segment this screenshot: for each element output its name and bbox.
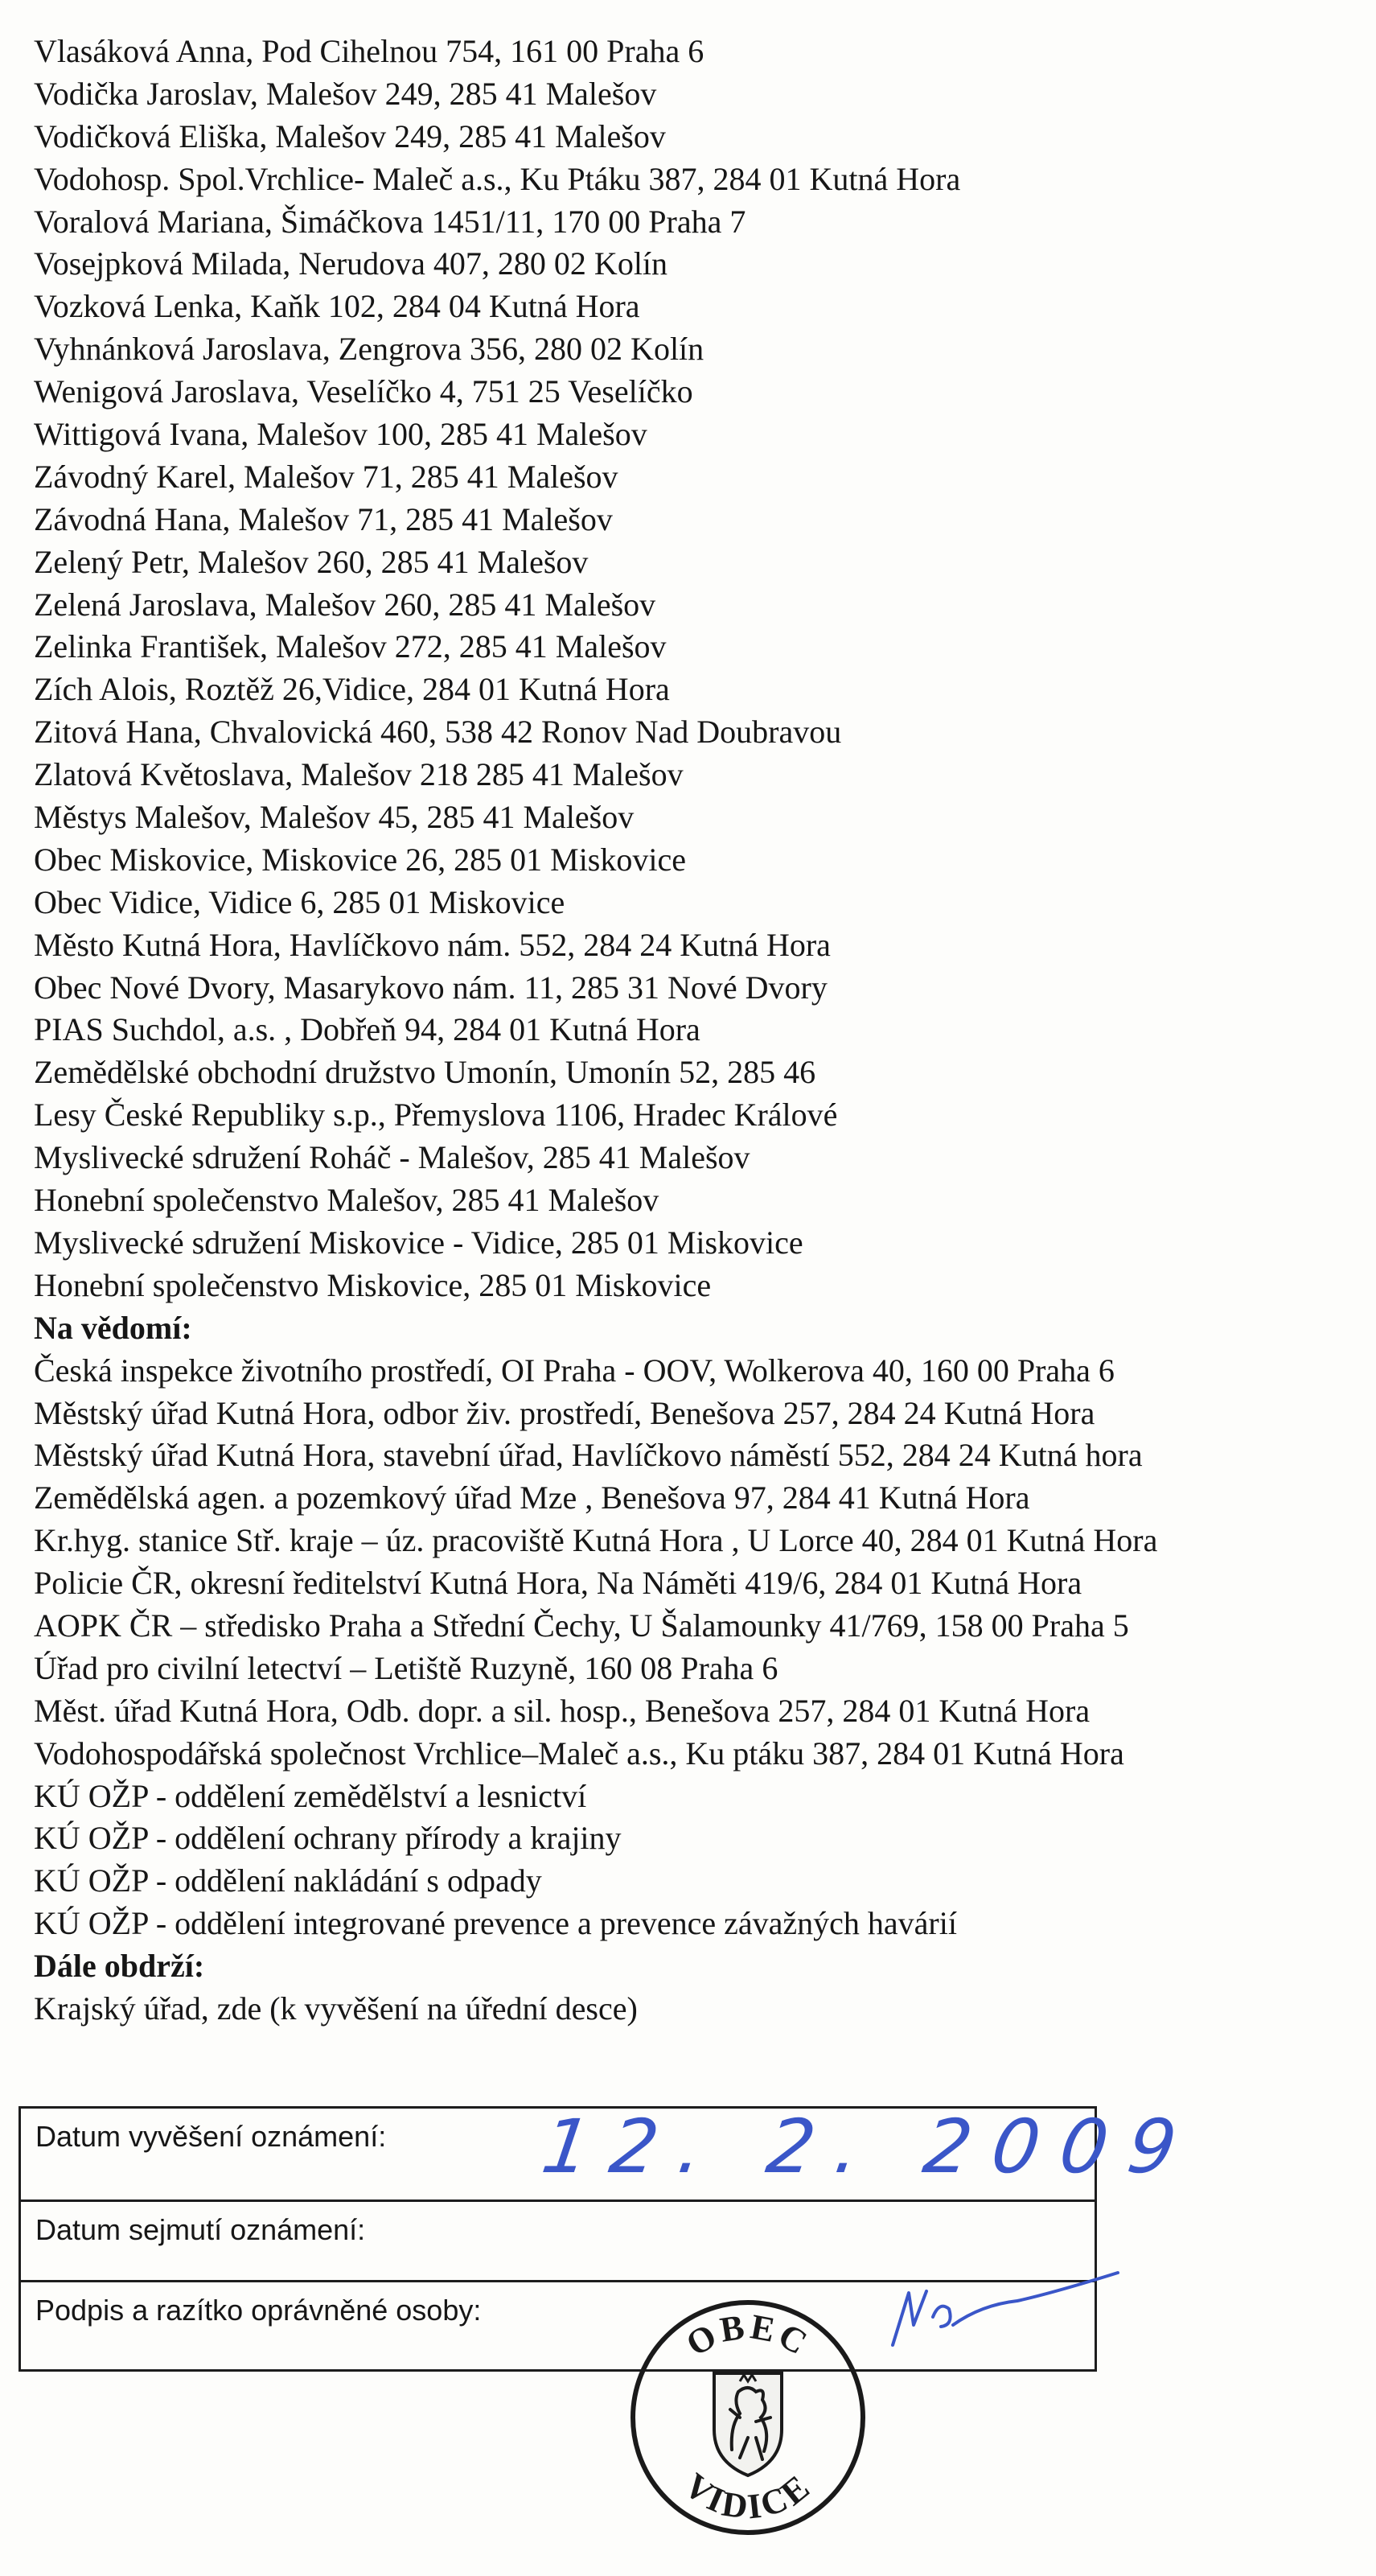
recipient-line: Zitová Hana, Chvalovická 460, 538 42 Ronov Nad Doubravou (34, 714, 842, 751)
na-vedomi-item: Policie ČR, okresní ředitelství Kutná Hora, Na Náměti 419/6, 284 01 Kutná Hora (34, 1565, 1082, 1602)
recipient-line: Zemědělské obchodní družstvo Umonín, Umonín 52, 285 46 (34, 1054, 816, 1091)
recipient-line: Zelinka František, Malešov 272, 285 41 Malešov (34, 628, 667, 665)
na-vedomi-item: Městský úřad Kutná Hora, odbor živ. prostředí, Benešova 257, 284 24 Kutná Hora (34, 1394, 1095, 1431)
recipient-line: Vyhnánková Jaroslava, Zengrova 356, 280 02 Kolín (34, 331, 704, 368)
removed-date-label: Datum sejmutí oznámení: (35, 2213, 366, 2246)
recipient-line: Městys Malešov, Malešov 45, 285 41 Malešov (34, 799, 635, 836)
obec-vidice-stamp (627, 2297, 869, 2538)
signature-label: Podpis a razítko oprávněné osoby: (35, 2294, 482, 2327)
recipient-line: Obec Miskovice, Miskovice 26, 285 01 Miskovice (34, 841, 686, 878)
recipient-line: Vodičková Eliška, Malešov 249, 285 41 Malešov (34, 117, 666, 154)
na-vedomi-item: Měst. úřad Kutná Hora, Odb. dopr. a sil. hosp., Benešova 257, 284 01 Kutná Hora (34, 1692, 1091, 1729)
recipient-line: Vodička Jaroslav, Malešov 249, 285 41 Malešov (34, 75, 657, 112)
recipient-line: Honební společenstvo Miskovice, 285 01 Miskovice (34, 1266, 712, 1303)
na-vedomi-item: Městský úřad Kutná Hora, stavební úřad, Havlíčkovo náměstí 552, 284 24 Kutná hora (34, 1437, 1143, 1474)
recipient-line: Myslivecké sdružení Miskovice - Vidice, 285 01 Miskovice (34, 1224, 803, 1261)
stamp-top-text: OBEC (679, 2306, 817, 2364)
na-vedomi-item: KÚ OŽP - oddělení zemědělství a lesnictví (34, 1777, 587, 1814)
na-vedomi-item: Kr.hyg. stanice Stř. kraje – úz. pracoviště Kutná Hora , U Lorce 40, 284 01 Kutná Hora (34, 1522, 1158, 1559)
handwritten-posted-date: 12. 2. 2009 (536, 2104, 1203, 2190)
dale-obdrzi-heading: Dále obdrží: (34, 1948, 205, 1985)
recipient-line: Myslivecké sdružení Roháč - Malešov, 285 41 Malešov (34, 1139, 750, 1176)
recipient-line: Obec Nové Dvory, Masarykovo nám. 11, 285 31 Nové Dvory (34, 969, 828, 1006)
recipient-line: Zelená Jaroslava, Malešov 260, 285 41 Malešov (34, 586, 656, 623)
recipient-line: Zích Alois, Roztěž 26,Vidice, 284 01 Kutná Hora (34, 671, 670, 708)
na-vedomi-item: Úřad pro civilní letectví – Letiště Ruzyně, 160 08 Praha 6 (34, 1649, 778, 1686)
na-vedomi-item: KÚ OŽP - oddělení ochrany přírody a krajiny (34, 1820, 622, 1857)
recipient-line: Voralová Mariana, Šimáčkova 1451/11, 170 00 Praha 7 (34, 203, 746, 240)
recipient-line: Vlasáková Anna, Pod Cihelnou 754, 161 00 Praha 6 (34, 33, 704, 69)
na-vedomi-item: KÚ OŽP - oddělení integrované prevence a prevence závažných havárií (34, 1905, 957, 1942)
na-vedomi-heading: Na vědomí: (34, 1309, 192, 1346)
stamp-bottom-text: VIDICE (676, 2465, 819, 2528)
recipient-line: Město Kutná Hora, Havlíčkovo nám. 552, 284 24 Kutná Hora (34, 926, 831, 963)
posted-date-label: Datum vyvěšení oznámení: (35, 2120, 387, 2153)
coat-of-arms-icon (714, 2373, 782, 2475)
recipient-line: Vosejpková Milada, Nerudova 407, 280 02 Kolín (34, 245, 668, 282)
na-vedomi-item: Zemědělská agen. a pozemkový úřad Mze , Benešova 97, 284 41 Kutná Hora (34, 1479, 1030, 1516)
na-vedomi-item: AOPK ČR – středisko Praha a Střední Čechy, U Šalamounky 41/769, 158 00 Praha 5 (34, 1607, 1129, 1644)
recipient-line: Wittigová Ivana, Malešov 100, 285 41 Malešov (34, 416, 647, 453)
dale-obdrzi-item: Krajský úřad, zde (k vyvěšení na úřední desce) (34, 1990, 638, 2027)
na-vedomi-item: Česká inspekce životního prostředí, OI Praha - OOV, Wolkerova 40, 160 00 Praha 6 (34, 1352, 1115, 1389)
recipient-line: PIAS Suchdol, a.s. , Dobřeň 94, 284 01 Kutná Hora (34, 1011, 700, 1048)
na-vedomi-item: Vodohospodářská společnost Vrchlice–Maleč a.s., Ku ptáku 387, 284 01 Kutná Hora (34, 1734, 1124, 1772)
recipient-line: Wenigová Jaroslava, Veselíčko 4, 751 25 Veselíčko (34, 373, 693, 410)
na-vedomi-item: KÚ OŽP - oddělení nakládání s odpady (34, 1862, 542, 1899)
recipient-line: Závodný Karel, Malešov 71, 285 41 Malešov (34, 458, 618, 495)
recipient-line: Obec Vidice, Vidice 6, 285 01 Miskovice (34, 883, 565, 920)
recipient-line: Honební společenstvo Malešov, 285 41 Malešov (34, 1182, 659, 1219)
recipient-line: Lesy České Republiky s.p., Přemyslova 1106, Hradec Králové (34, 1097, 838, 1134)
recipient-line: Zelený Petr, Malešov 260, 285 41 Malešov (34, 543, 589, 580)
recipient-line: Vodohosp. Spol.Vrchlice- Maleč a.s., Ku Ptáku 387, 284 01 Kutná Hora (34, 160, 961, 197)
handwritten-signature (877, 2269, 1134, 2365)
recipient-line: Závodná Hana, Malešov 71, 285 41 Malešov (34, 500, 613, 537)
distribution-list (34, 31, 1353, 2031)
recipient-line: Vozková Lenka, Kaňk 102, 284 04 Kutná Hora (34, 288, 640, 325)
recipient-line: Zlatová Květoslava, Malešov 218 285 41 Malešov (34, 756, 684, 793)
